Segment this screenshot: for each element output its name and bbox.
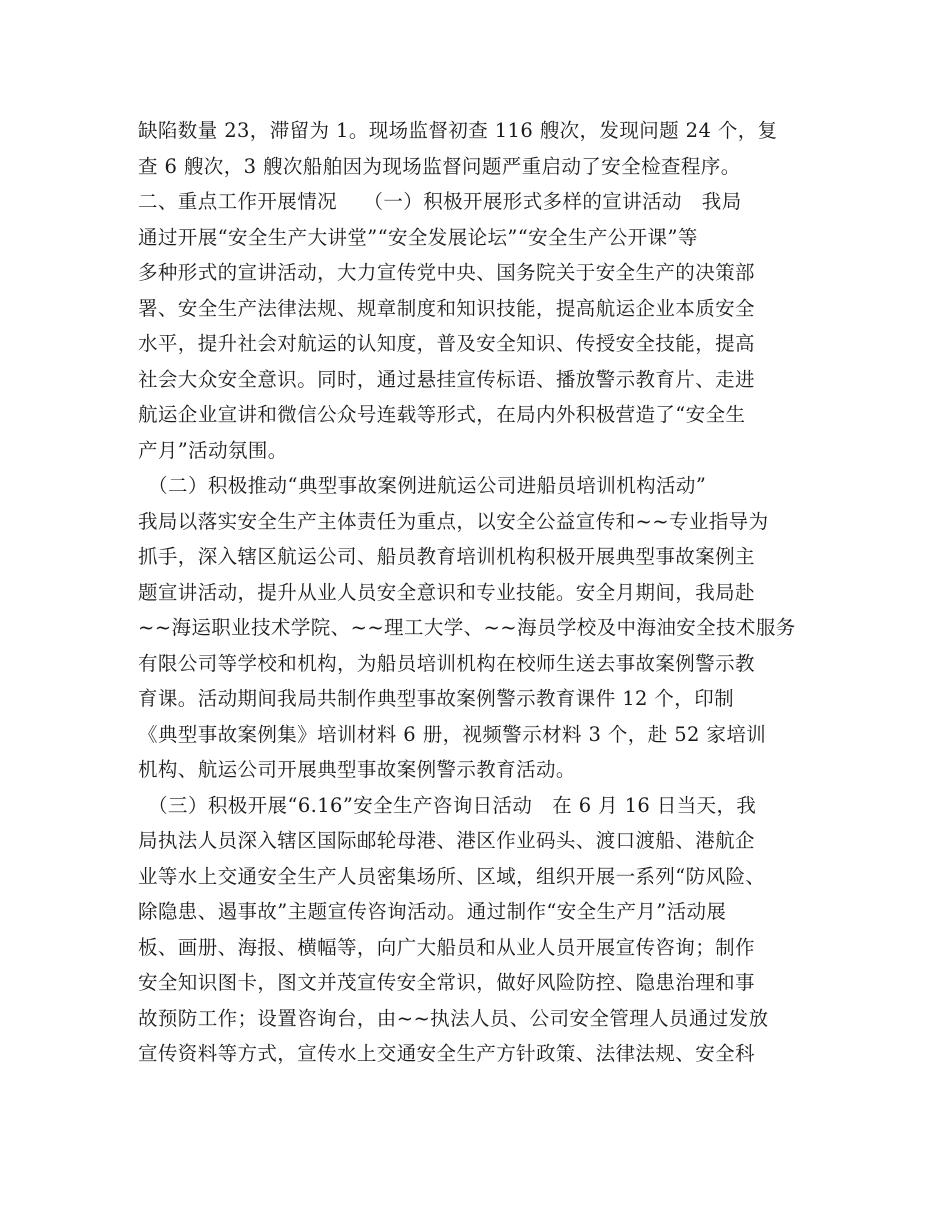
document-body (138, 113, 828, 1072)
text-line: 板、画册、海报、横幅等，向广大船员和从业人员开展宣传咨询；制作 (138, 935, 755, 959)
text-line: 故预防工作；设置咨询台，由~~执法人员、公司安全管理人员通过发放 (138, 1006, 769, 1030)
text-line: 安全知识图卡，图文并茂宣传安全常识，做好风险防控、隐患治理和事 (138, 971, 755, 994)
text-line: 有限公司等学校和机构，为船员培训机构在校师生送去事故案例警示教 (138, 651, 755, 675)
text-line: 育课。活动期间我局共制作典型事故案例警示教育课件 12 个，印制 (138, 687, 735, 710)
text-line: 宣传资料等方式，宣传水上交通安全生产方针政策、法律法规、安全科 (138, 1042, 755, 1065)
text-line: 署、安全生产法律法规、规章制度和知识技能，提高航运企业本质安全 (138, 296, 755, 320)
text-line: ~~海运职业技术学院、~~理工大学、~~海员学校及中海油安全技术服务 (138, 616, 796, 639)
section-heading-line: 二、重点工作开展情况 （一）积极开展形式多样的宣讲活动 我局 (138, 190, 742, 213)
text-line: 机构、航运公司开展典型事故案例警示教育活动。 (138, 758, 576, 781)
text-line: 缺陷数量 23，滞留为 1。现场监督初查 116 艘次，发现问题 24 个，复 (138, 119, 778, 142)
text-line: 《典型事故案例集》培训材料 6 册，视频警示材料 3 个，赴 52 家培训 (138, 722, 767, 746)
text-line: 多种形式的宣讲活动，大力宣传党中央、国务院关于安全生产的决策部 (138, 261, 755, 284)
subheading-line: （二）积极推动“典型事故案例进航运公司进船员培训机构活动” (138, 474, 707, 497)
text-line: 水平，提升社会对航运的认知度，普及安全知识、传授安全技能，提高 (138, 332, 755, 355)
text-line: 产月”活动氛围。 (138, 438, 288, 462)
text-line: 我局以落实安全生产主体责任为重点，以安全公益宣传和~~专业指导为 (138, 509, 769, 533)
text-line: 通过开展“安全生产大讲堂”“安全发展论坛”“安全生产公开课”等 (138, 225, 698, 249)
text-line: 局执法人员深入辖区国际邮轮母港、港区作业码头、渡口渡船、港航企 (138, 829, 755, 852)
text-line: 航运企业宣讲和微信公众号连载等形式，在局内外积极营造了“安全生 (138, 403, 746, 426)
text-line: 社会大众安全意识。同时，通过悬挂宣传标语、播放警示教育片、走进 (138, 367, 755, 391)
text-line: 业等水上交通安全生产人员密集场所、区域，组织开展一系列“防风险、 (138, 864, 766, 888)
text-line: 查 6 艘次，3 艘次船舶因为现场监督问题严重启动了安全检查程序。 (138, 154, 741, 178)
text-line: 题宣讲活动，提升从业人员安全意识和专业技能。安全月期间，我局赴 (138, 580, 755, 604)
subheading-line: （三）积极开展“6.16”安全生产咨询日活动 在 6 月 16 日当天，我 (138, 793, 757, 817)
text-line: 除隐患、遏事故”主题宣传咨询活动。通过制作“安全生产月”活动展 (138, 900, 727, 923)
text-line: 抓手，深入辖区航运公司、船员教育培训机构积极开展典型事故案例主 (138, 545, 755, 568)
